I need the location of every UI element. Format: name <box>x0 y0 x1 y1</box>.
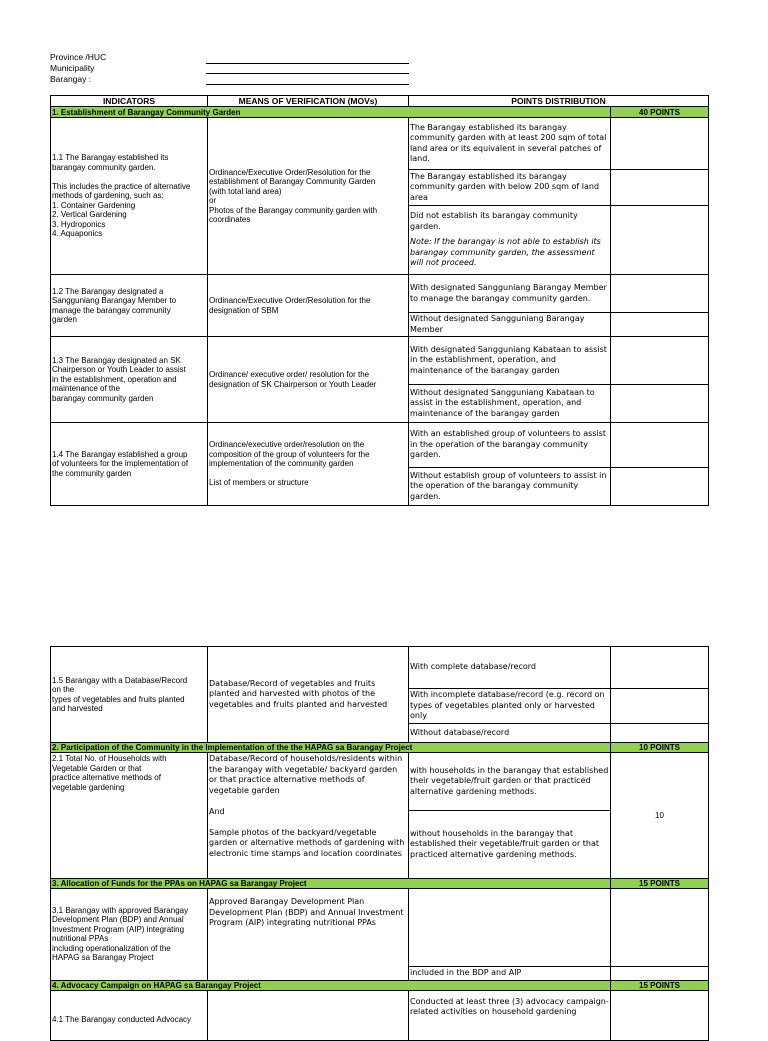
col-points: POINTS DISTRIBUTION <box>409 96 709 107</box>
indicators-table-2 <box>50 646 709 1041</box>
score-cell[interactable] <box>611 423 709 468</box>
col-movs: MEANS OF VERIFICATION (MOVs) <box>208 96 409 107</box>
points-criterion: Did not establish its barangay community garden. <box>410 211 578 231</box>
score-cell[interactable] <box>611 313 709 337</box>
score-cell[interactable] <box>611 990 709 1040</box>
points-criterion: with households in the barangay that established their vegetable/fruit garden or that practiced alternative gardening methods. <box>409 753 611 811</box>
indicator-text: 1.4 The Barangay established a group of volunteers for the implementation of the community garden <box>52 449 189 478</box>
score-cell[interactable] <box>611 118 709 170</box>
section-4-header <box>51 980 709 990</box>
mov-text: Database/Record of households/residents within the barangay with vegetable/ backyard garden or that practice alternative methods of vegetable garden And Sample photos of the backyard/vegetable garden or alternative methods of gardening with electronic time stamps and location coordinates <box>209 754 405 858</box>
mov-text: Ordinance/ executive order/ resolution for the designation of SK Chairperson or Youth Leader <box>209 370 377 389</box>
score-cell[interactable] <box>611 967 709 981</box>
score-cell[interactable] <box>611 889 709 967</box>
table-row <box>51 337 709 385</box>
indicator-text: 1.5 Barangay with a Database/Record on the types of vegetables and fruits planted and harvested <box>52 675 188 713</box>
section-points: 10 POINTS <box>611 743 709 753</box>
section-title: 4. Advocacy Campaign on HAPAG sa Barangay Project <box>51 980 611 990</box>
col-indicators: INDICATORS <box>51 96 208 107</box>
barangay-label: Barangay : <box>50 74 92 84</box>
score-cell[interactable] <box>611 275 709 313</box>
indicator-text: 4.1 The Barangay conducted Advocacy <box>51 990 208 1040</box>
table-row <box>51 889 709 967</box>
table-row <box>51 118 709 170</box>
mov-text: Database/Record of vegetables and fruits planted and harvested with photos of the vegetables and fruits planted and harvested <box>208 647 409 743</box>
mov-text: Ordinance/executive order/resolution on the composition of the group of volunteers for the implementation of the community garden List of members or structure <box>209 440 370 488</box>
score-cell[interactable] <box>611 647 709 689</box>
score-cell[interactable] <box>409 889 611 967</box>
score-cell[interactable] <box>611 385 709 423</box>
table-row <box>51 647 709 689</box>
score-cell[interactable] <box>611 337 709 385</box>
points-criterion: With designated Sangguniang Barangay Member to manage the barangay community garden. <box>409 275 611 313</box>
section-points: 15 POINTS <box>611 879 709 889</box>
points-criterion: With designated Sangguniang Kabataan to assist in the establishment, operation, and maintenance of the barangay garden <box>409 337 611 385</box>
score-cell[interactable] <box>611 724 709 743</box>
score-cell[interactable] <box>611 689 709 724</box>
points-criterion: Without establish group of volunteers to assist in the operation of the barangay community garden. <box>409 468 611 506</box>
section-3-header <box>51 879 709 889</box>
indicator-text: 1.3 The Barangay designated an SK Chairperson or Youth Leader to assist in the establishment, operation and maintenance of the barangay community garden <box>52 355 186 403</box>
municipality-label: Municipality <box>50 63 95 73</box>
points-criterion: without households in the barangay that established their vegetable/fruit garden or that practiced alternative gardening methods. <box>409 811 611 879</box>
table-row <box>51 423 709 468</box>
province-label: Province /HUC <box>50 52 107 62</box>
section-2-header <box>51 743 709 753</box>
table-row <box>51 753 709 811</box>
table-row <box>51 275 709 313</box>
points-criterion: With incomplete database/record (e.g. record on types of vegetables planted only or harvested only <box>409 689 611 724</box>
indicator-text: 1.2 The Barangay designated a Sangguniang Barangay Member to manage the barangay community garden <box>52 286 177 324</box>
points-note: Note: If the barangay is not able to establish its barangay community garden, the assessment will not proceed. <box>410 237 601 268</box>
section-title: 2. Participation of the Community in the Implementation of the the HAPAG sa Barangay Project <box>51 743 611 753</box>
score-cell[interactable] <box>611 206 709 275</box>
points-criterion: included in the BDP and AIP <box>409 967 611 981</box>
points-criterion: With complete database/record <box>409 647 611 689</box>
points-criterion: With an established group of volunteers to assist in the operation of the barangay community garden. <box>409 423 611 468</box>
mov-text: Ordinance/Executive Order/Resolution for the designation of SBM <box>209 296 371 315</box>
table-row <box>51 990 709 1040</box>
indicator-text: 3.1 Barangay with approved Barangay Development Plan (BDP) and Annual Investment Program (AIP) integrating nutritional PPAs including operationalization of the HAPAG sa Barangay Project <box>52 905 189 963</box>
indicator-text: 1.1 The Barangay established its barangay community garden. This includes the practice of alternative methods of gardening, such as: 1. Container Gardening 2. Vertical Gardening 3. Hydroponics 4. Aquaponics <box>52 153 191 239</box>
section-points: 40 POINTS <box>611 107 709 118</box>
province-line <box>206 63 409 64</box>
points-criterion: Conducted at least three (3) advocacy campaign-related activities on household gardening <box>409 990 611 1040</box>
points-criterion: Without designated Sangguniang Barangay Member <box>409 313 611 337</box>
section-1-header <box>51 107 709 118</box>
municipality-line <box>206 73 409 74</box>
section-title: 1. Establishment of Barangay Community Garden <box>51 107 611 118</box>
mov-text: Ordinance/Executive Order/Resolution for the establishment of Barangay Community Garden (with total land area) or Photos of the Barangay community garden with coordinates <box>209 167 378 224</box>
points-criterion: Without database/record <box>409 724 611 743</box>
mov-text: Approved Barangay Development Plan Development Plan (BDP) and Annual Investment Program (AIP) integrating nutritional PPAs <box>208 889 409 981</box>
barangay-line <box>206 84 409 85</box>
score-cell[interactable] <box>611 170 709 206</box>
score-cell[interactable]: 10 <box>611 753 709 879</box>
section-title: 3. Allocation of Funds for the PPAs on HAPAG sa Barangay Project <box>51 879 611 889</box>
score-cell[interactable] <box>611 468 709 506</box>
indicators-table-1 <box>50 95 709 506</box>
points-criterion: The Barangay established its barangay community garden with at least 200 sqm of total land area or its equivalent in several patches of land. <box>409 118 611 170</box>
points-criterion: The Barangay established its barangay community garden with below 200 sqm of land area <box>409 170 611 206</box>
section-points: 15 POINTS <box>611 980 709 990</box>
points-criterion: Without designated Sangguniang Kabataan to assist in the establishment, operation, and maintenance of the barangay garden <box>409 385 611 423</box>
indicator-text: 2.1 Total No. of Households with Vegetable Garden or that practice alternative methods of vegetable gardening <box>52 754 167 792</box>
